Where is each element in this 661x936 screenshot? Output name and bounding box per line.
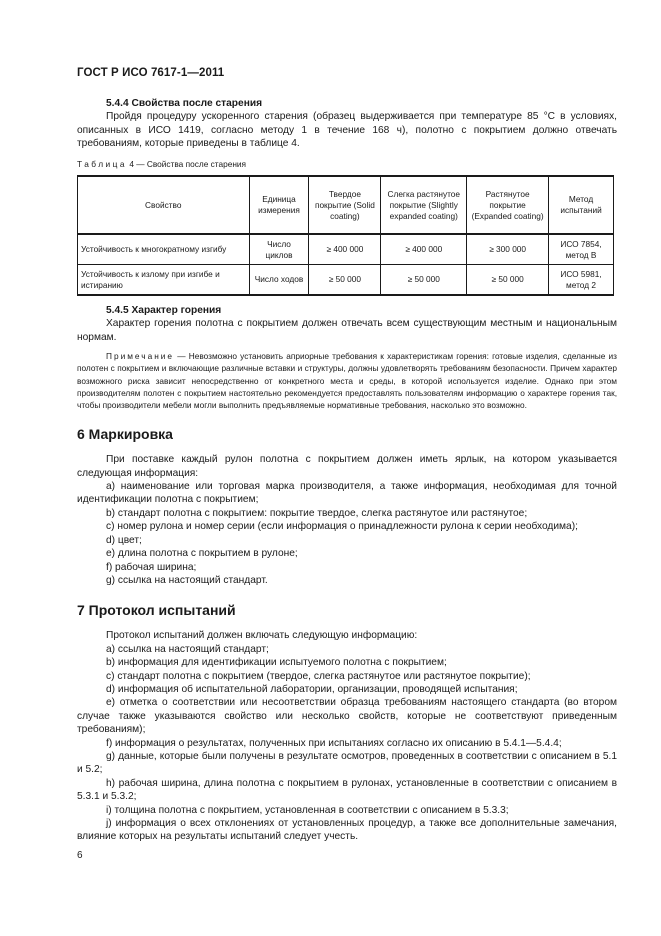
section-6-title: 6 Маркировка [77,426,173,443]
section-544-text: Пройдя процедуру ускоренного старения (образец выдерживается при температуре 85 °С в условиях, описанных в ИСО 1419, согласно методу 1 в течение 168 ч), полотно с покрытием должно отвечать требованиям, которые приведены в таблице 4. [77,111,617,150]
table-cell: ≥ 50 000 [309,265,381,296]
list-item: d) информация об испытательной лаборатории, организации, проводящей испытания; [106,683,518,695]
table-cell: ≥ 400 000 [309,234,381,265]
table-header-row [78,176,614,234]
list-item: a) наименование или торговая марка производителя, а также информация, необходимая для точной идентификации полотна с покрытием; [77,481,617,506]
table-header-cell: Свойство [78,176,250,234]
page-content [77,97,617,844]
list-item: b) стандарт полотна с покрытием: покрытие твердое, слегка растянутое или растянутое; [106,507,528,519]
table-cell: Число циклов [249,234,309,265]
table-cell: ≥ 400 000 [381,234,467,265]
list-item: f) рабочая ширина; [106,561,197,573]
list-item: j) информация о всех отклонениях от установленных процедур, а также все дополнительные замечания, влияние которых на результаты испытаний следует учесть. [77,818,617,843]
table-row [78,234,614,265]
table-cell: ИСО 7854, метод В [549,234,614,265]
list-item: c) стандарт полотна с покрытием (твердое, слегка растянутое или растянутое покрытие); [106,670,531,682]
table-4 [77,175,614,296]
list-item: g) данные, которые были получены в результате осмотров, проведенных в соответствии с описанием в 5.1 и 5.2; [77,750,617,776]
table-cell: Устойчивость к многократному изгибу [78,234,250,265]
table-4-caption-word: Таблица [77,158,128,169]
section-7-intro: Протокол испытаний должен включать следующую информацию: [106,630,418,642]
note-label: Примечание [106,351,175,362]
list-item: i) толщина полотна с покрытием, установленная в соответствии с описанием в 5.3.3; [106,804,509,816]
table-header-cell: Твердое покрытие (Solid coating) [309,176,381,234]
table-cell: ИСО 5981, метод 2 [549,265,614,296]
table-header-cell: Единица измерения [249,176,309,234]
table-cell: Число ходов [249,265,309,296]
list-item: b) информация для идентификации испытуемого полотна с покрытием; [106,657,447,669]
list-item: c) номер рулона и номер серии (если информация о принадлежности рулона к серии необходима); [106,521,578,533]
note-paragraph [77,350,617,411]
list-item: f) информация о результатах, полученных при испытаниях согласно их описанию в 5.4.1—5.4.4; [106,737,562,749]
table-header-cell: Метод испытаний [549,176,614,234]
list-item: e) отметка о соответствии или несоответствии образца требованиям настоящего стандарта (во втором случае также указываются свойство или несколько свойств, которые не соответствуют приведенным требованиям); [77,697,617,736]
table-cell: Устойчивость к излому при изгибе и истиранию [78,265,250,296]
list-item: h) рабочая ширина, длина полотна с покрытием в рулонах, установленные в соответствии с описанием в 5.3.1 и 5.3.2; [77,777,617,803]
list-item: e) длина полотна с покрытием в рулоне; [106,548,298,560]
table-cell: ≥ 300 000 [467,234,549,265]
document-header: ГОСТ Р ИСО 7617-1—2011 [77,67,225,79]
section-6-intro: При поставке каждый рулон полотна с покрытием должен иметь ярлык, на котором указывается следующая информация: [77,454,617,479]
table-cell: ≥ 50 000 [467,265,549,296]
table-4-caption-text: 4 — Свойства после старения [129,158,247,169]
section-545-heading: 5.4.5 Характер горения [106,305,222,317]
table-4-caption [77,158,617,171]
section-544-heading: 5.4.4 Свойства после старения [106,98,263,109]
list-item: d) цвет; [106,534,142,546]
page-number: 6 [77,850,83,861]
table-row [78,265,614,296]
section-7-title: 7 Протокол испытаний [77,602,236,619]
table-header-cell: Растянутое покрытие (Expanded coating) [467,176,549,234]
note-text: — Невозможно установить априорные требования к характеристикам горения: готовые изделия, сделанные из полотен с покрытием и включающие различные вставки и структуры, должны удовлетворять требованиям безопасности. Причем характер возможного риска зависит непосредственно от конкретного места и среды, в которой используется изделие. Однако при этом производителям полотен с покрытием настоятельно рекомендуется предоставлять пользователям информацию о характере горения так, чтобы производители мебели могли выполнить предъявляемые нормативные требования, насколько это возможно. [77,351,617,411]
table-header-cell: Слегка растянутое покрытие (Slightly expanded coating) [381,176,467,234]
section-545-text: Характер горения полотна с покрытием должен отвечать всем существующим местным и национальным нормам. [77,318,617,343]
table-cell: ≥ 50 000 [381,265,467,296]
list-item: a) ссылка на настоящий стандарт; [106,643,269,655]
list-item: g) ссылка на настоящий стандарт. [106,574,268,586]
